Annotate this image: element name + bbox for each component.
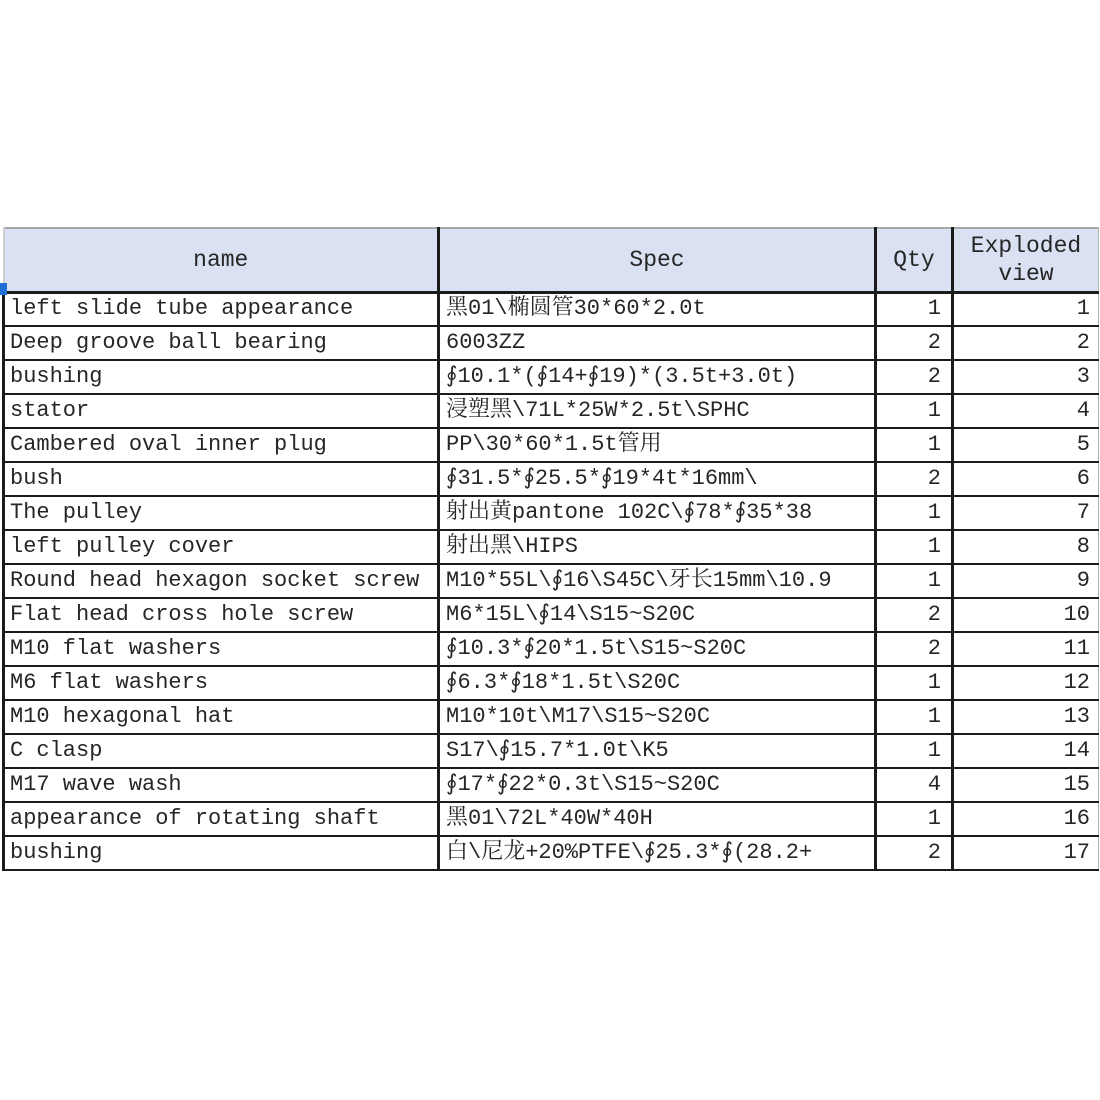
spec-cell[interactable]: 浸塑黑\71L*25W*2.5t\SPHC — [439, 394, 876, 428]
qty-cell[interactable]: 1 — [876, 700, 953, 734]
exploded-view-cell[interactable]: 5 — [953, 428, 1099, 462]
column-header-spec[interactable]: Spec — [439, 228, 876, 292]
name-cell[interactable]: M6 flat washers — [4, 666, 439, 700]
qty-cell[interactable]: 1 — [876, 428, 953, 462]
table-row — [4, 632, 1099, 666]
name-cell[interactable]: Round head hexagon socket screw — [4, 564, 439, 598]
exploded-view-cell[interactable]: 10 — [953, 598, 1099, 632]
table-row — [4, 734, 1099, 768]
exploded-view-cell[interactable]: 7 — [953, 496, 1099, 530]
table-row — [4, 700, 1099, 734]
name-cell[interactable]: bushing — [4, 360, 439, 394]
spec-cell[interactable]: 射出黑\HIPS — [439, 530, 876, 564]
qty-cell[interactable]: 1 — [876, 564, 953, 598]
spec-cell[interactable]: 射出黄pantone 102C\∮78*∮35*38 — [439, 496, 876, 530]
table-row — [4, 768, 1099, 802]
column-header-name[interactable]: name — [4, 228, 439, 292]
spec-cell[interactable]: 6003ZZ — [439, 326, 876, 360]
name-cell[interactable]: stator — [4, 394, 439, 428]
name-cell[interactable]: bushing — [4, 836, 439, 870]
spec-cell[interactable]: ∮17*∮22*0.3t\S15~S20C — [439, 768, 876, 802]
header-row — [4, 228, 1099, 292]
name-cell[interactable]: The pulley — [4, 496, 439, 530]
qty-cell[interactable]: 1 — [876, 530, 953, 564]
qty-cell[interactable]: 2 — [876, 462, 953, 496]
table-row — [4, 292, 1099, 326]
exploded-view-cell[interactable]: 9 — [953, 564, 1099, 598]
spec-cell[interactable]: PP\30*60*1.5t管用 — [439, 428, 876, 462]
qty-cell[interactable]: 1 — [876, 292, 953, 326]
column-header-exploded-view[interactable] — [953, 228, 1099, 292]
qty-cell[interactable]: 1 — [876, 802, 953, 836]
qty-cell[interactable]: 1 — [876, 496, 953, 530]
qty-cell[interactable]: 1 — [876, 394, 953, 428]
spec-cell[interactable]: ∮31.5*∮25.5*∮19*4t*16mm\ — [439, 462, 876, 496]
table-row — [4, 394, 1099, 428]
spec-cell[interactable]: ∮10.3*∮20*1.5t\S15~S20C — [439, 632, 876, 666]
spec-cell[interactable]: ∮10.1*(∮14+∮19)*(3.5t+3.0t) — [439, 360, 876, 394]
qty-cell[interactable]: 1 — [876, 666, 953, 700]
exploded-view-cell[interactable]: 14 — [953, 734, 1099, 768]
selection-handle[interactable] — [0, 283, 7, 295]
qty-cell[interactable]: 2 — [876, 836, 953, 870]
spec-cell[interactable]: M10*55L\∮16\S45C\牙长15mm\10.9 — [439, 564, 876, 598]
spec-cell[interactable]: M6*15L\∮14\S15~S20C — [439, 598, 876, 632]
exploded-view-cell[interactable]: 6 — [953, 462, 1099, 496]
qty-cell[interactable]: 1 — [876, 734, 953, 768]
table-row — [4, 496, 1099, 530]
exploded-view-cell[interactable]: 11 — [953, 632, 1099, 666]
name-cell[interactable]: appearance of rotating shaft — [4, 802, 439, 836]
table-row — [4, 326, 1099, 360]
name-cell[interactable]: M17 wave wash — [4, 768, 439, 802]
bom-table — [2, 227, 1099, 871]
table-row — [4, 598, 1099, 632]
qty-cell[interactable]: 2 — [876, 632, 953, 666]
qty-cell[interactable]: 2 — [876, 360, 953, 394]
spec-cell[interactable]: 黑01\72L*40W*40H — [439, 802, 876, 836]
column-header-qty[interactable]: Qty — [876, 228, 953, 292]
table-row — [4, 802, 1099, 836]
exploded-view-cell[interactable]: 12 — [953, 666, 1099, 700]
exploded-view-cell[interactable]: 8 — [953, 530, 1099, 564]
exploded-view-cell[interactable]: 4 — [953, 394, 1099, 428]
exploded-view-cell[interactable]: 2 — [953, 326, 1099, 360]
qty-cell[interactable]: 2 — [876, 326, 953, 360]
name-cell[interactable]: left pulley cover — [4, 530, 439, 564]
spec-cell[interactable]: 黑01\椭圆管30*60*2.0t — [439, 292, 876, 326]
name-cell[interactable]: bush — [4, 462, 439, 496]
exploded-view-cell[interactable]: 16 — [953, 802, 1099, 836]
qty-cell[interactable]: 4 — [876, 768, 953, 802]
table-row — [4, 836, 1099, 870]
name-cell[interactable]: C clasp — [4, 734, 439, 768]
name-cell[interactable]: M10 hexagonal hat — [4, 700, 439, 734]
spec-cell[interactable]: S17\∮15.7*1.0t\K5 — [439, 734, 876, 768]
name-cell[interactable]: Cambered oval inner plug — [4, 428, 439, 462]
exploded-view-cell[interactable]: 1 — [953, 292, 1099, 326]
table-row — [4, 428, 1099, 462]
spreadsheet-area — [2, 227, 1097, 871]
exploded-view-cell[interactable]: 3 — [953, 360, 1099, 394]
exploded-view-cell[interactable]: 17 — [953, 836, 1099, 870]
column-header-exploded-view-label: Exploded view — [970, 232, 1082, 287]
qty-cell[interactable]: 2 — [876, 598, 953, 632]
table-row — [4, 462, 1099, 496]
table-row — [4, 666, 1099, 700]
exploded-view-cell[interactable]: 13 — [953, 700, 1099, 734]
name-cell[interactable]: Flat head cross hole screw — [4, 598, 439, 632]
table-row — [4, 530, 1099, 564]
table-row — [4, 360, 1099, 394]
spec-cell[interactable]: ∮6.3*∮18*1.5t\S20C — [439, 666, 876, 700]
name-cell[interactable]: left slide tube appearance — [4, 292, 439, 326]
exploded-view-cell[interactable]: 15 — [953, 768, 1099, 802]
spec-cell[interactable]: 白\尼龙+20%PTFE\∮25.3*∮(28.2+ — [439, 836, 876, 870]
name-cell[interactable]: M10 flat washers — [4, 632, 439, 666]
table-row — [4, 564, 1099, 598]
spec-cell[interactable]: M10*10t\M17\S15~S20C — [439, 700, 876, 734]
name-cell[interactable]: Deep groove ball bearing — [4, 326, 439, 360]
